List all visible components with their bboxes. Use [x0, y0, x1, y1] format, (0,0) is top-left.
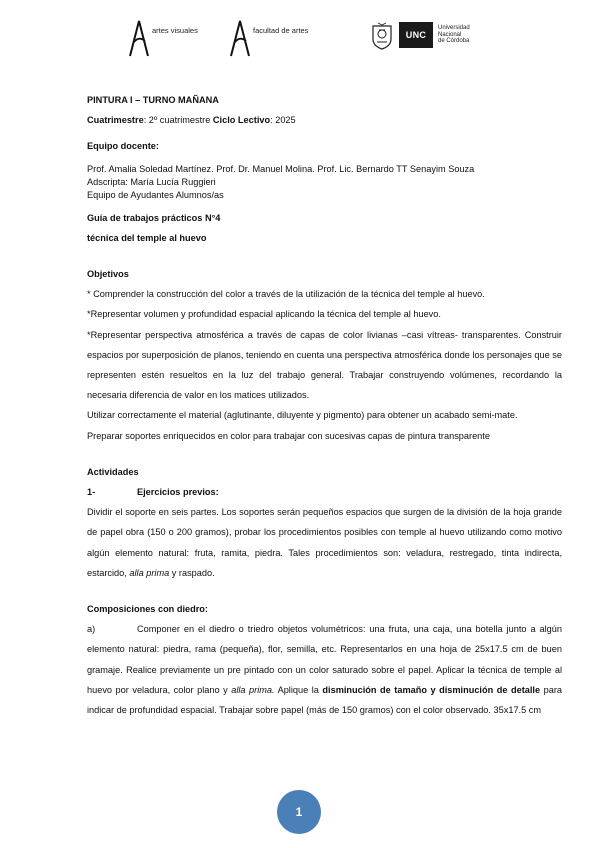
unc-logo [370, 20, 490, 56]
item-title: Ejercicios previos: [137, 487, 219, 498]
unc-name-line: Nacional [438, 31, 462, 38]
objetivo-item: *Representar volumen y profundidad espacial aplicando la técnica del temple al huevo. [87, 309, 441, 320]
unc-name-line: Universidad [438, 25, 470, 31]
unc-badge: UNC [399, 22, 433, 48]
cuatrimestre-label: Cuatrimestre [87, 115, 144, 126]
paragraph-text: y raspado. [169, 567, 215, 578]
document-title: PINTURA I – TURNO MAÑANA [87, 95, 219, 105]
page-header [128, 18, 488, 60]
tecnica-subtitle: técnica del temple al huevo [87, 232, 207, 243]
ayudantes-line: Equipo de Ayudantes Alumnos/as [87, 189, 224, 200]
objetivo-item: * Comprender la construcción del color a través de la utilización de la técnica del temple al huevo. [87, 289, 485, 300]
logo-facultad-artes-text: facultad de artes [253, 26, 309, 35]
bold-emphasis: disminución de tamaño y disminución de detalle [322, 684, 541, 695]
guia-title: Guía de trabajos prácticos N°4 [87, 212, 221, 223]
cuatrimestre-line [87, 110, 562, 130]
composicion-a-paragraph [87, 619, 562, 720]
cuatrimestre-value: : 2º cuatrimestre [143, 115, 213, 126]
ejercicios-paragraph [87, 502, 562, 583]
paragraph-text: Aplique la [274, 684, 323, 695]
paragraph-text: Componer en el diedro o triedro objetos volumétricos: una fruta, una caja, una botella junto a algún elemento natural: piedra, rama (pequeña), flor, semilla, etc. Representarlos en una hoja de 25x17.5 cm de buen gramaje. Realice previamente un pre pintado con un color saturado sobre el papel. Aplicar la técnica de temple al huevo por veladura, color plano y [87, 624, 562, 695]
item-label: a) [87, 624, 96, 635]
unc-name [438, 25, 470, 45]
logo-artes-visuales-text: artes visuales [152, 26, 198, 35]
equipo-heading: Equipo docente: [87, 141, 159, 152]
objetivos-heading: Objetivos [87, 269, 129, 280]
actividades-heading: Actividades [87, 466, 139, 477]
university-seal-icon [370, 22, 394, 50]
ejercicios-previos-heading [87, 482, 562, 502]
page-number-badge: 1 [277, 790, 321, 834]
composiciones-heading: Composiciones con diedro: [87, 604, 208, 615]
item-number: 1- [87, 487, 96, 498]
objetivo-item: *Representar perspectiva atmosférica a través de capas de color livianas –casi vítreas- transparentes. Construir espacios por superposición de planos, teniendo en cuenta una perspectiva atmosférica donde los personajes que se representen estén resueltos en la luz del trabajo general. Trabajar construyendo volúmenes, recordando la necesaria diferencia de valor en los matices utilizados. [87, 329, 562, 401]
alla-prima-italic: alla prima. [231, 684, 275, 695]
paragraph-text: para indicar de profundidad espacial. Trabajar sobre papel (más de 150 gramos) con el color observado. 35x17.5 cm [87, 684, 562, 716]
alla-prima-italic: alla prima [129, 567, 170, 578]
ciclo-value: : 2025 [270, 115, 296, 126]
objetivo-item: Preparar soportes enriquecidos en color para trabajar con sucesivas capas de pintura transparente [87, 430, 490, 441]
letter-a-logo-icon [128, 18, 150, 58]
letter-a-logo-icon [229, 18, 251, 58]
unc-name-line: de Córdoba [438, 38, 470, 45]
adscripta-line: Adscripta: María Lucía Ruggieri [87, 176, 216, 187]
objetivo-item: Utilizar correctamente el material (aglutinante, diluyente y pigmento) para obtener un acabado semi-mate. [87, 410, 518, 421]
document-body [87, 90, 562, 720]
paragraph-text: Dividir el soporte en seis partes. Los soportes serán pequeños espacios que surgen de la división de la hoja grande de papel obra (150 o 200 gramos), probar los procedimientos posibles con temple al huevo utilizando como motivo algún elemento natural: fruta, ramita, piedra. Tales procedimientos son: veladura, restregado, tinta indirecta, estarcido, [87, 507, 562, 578]
ciclo-label: Ciclo Lectivo [212, 115, 271, 126]
professors-line: Prof. Amalia Soledad Martínez. Prof. Dr. Manuel Molina. Prof. Lic. Bernardo TT Senayim Souza [87, 163, 475, 174]
